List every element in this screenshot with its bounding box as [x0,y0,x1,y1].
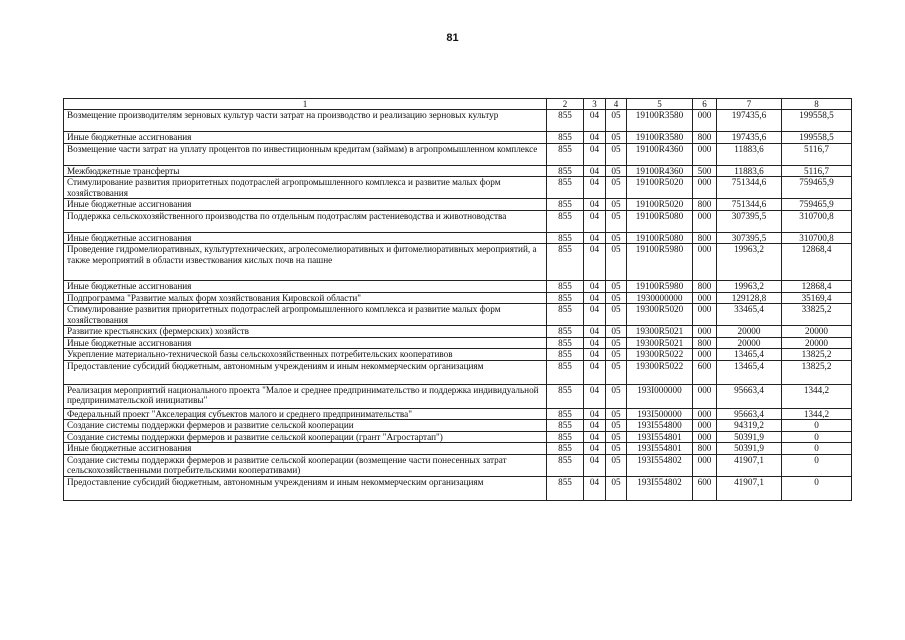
expense-type-cell: 000 [693,244,717,281]
expense-type-cell: 800 [693,199,717,211]
expense-type-cell: 000 [693,326,717,338]
amount-year1-cell: 95663,4 [717,408,782,420]
expense-type-cell: 000 [693,431,717,443]
amount-year1-cell: 19963,2 [717,281,782,293]
table-row [64,244,852,281]
grbs-code-cell: 855 [547,408,584,420]
grbs-code-cell: 855 [547,304,584,326]
amount-year2-cell: 12868,4 [782,244,852,281]
table-row [64,476,852,500]
amount-year2-cell: 759465,9 [782,199,852,211]
table-row [64,165,852,177]
section-code-cell: 04 [584,360,606,384]
grbs-code-cell: 855 [547,443,584,455]
expense-type-cell: 800 [693,132,717,144]
expense-type-cell: 000 [693,454,717,476]
amount-year1-cell: 50391,9 [717,431,782,443]
amount-year1-cell: 41907,1 [717,476,782,500]
grbs-code-cell: 855 [547,132,584,144]
header-cell: 5 [627,99,693,110]
amount-year2-cell: 35169,4 [782,292,852,304]
section-code-cell: 04 [584,292,606,304]
grbs-code-cell: 855 [547,326,584,338]
table-row [64,210,852,232]
amount-year1-cell: 307395,5 [717,232,782,244]
subsection-code-cell: 05 [606,244,627,281]
grbs-code-cell: 855 [547,292,584,304]
expense-type-cell: 000 [693,292,717,304]
section-code-cell: 04 [584,420,606,432]
grbs-code-cell: 855 [547,281,584,293]
table-row [64,304,852,326]
amount-year2-cell: 20000 [782,326,852,338]
row-name-cell: Создание системы поддержки фермеров и развитие сельской кооперации [64,420,547,432]
target-article-cell: 19300R5020 [627,304,693,326]
target-article-cell: 19300R5021 [627,326,693,338]
amount-year2-cell: 199558,5 [782,132,852,144]
amount-year2-cell: 759465,9 [782,177,852,199]
table-row [64,420,852,432]
table-row [64,443,852,455]
section-code-cell: 04 [584,408,606,420]
expense-type-cell: 000 [693,143,717,165]
amount-year1-cell: 307395,5 [717,210,782,232]
row-name-cell: Развитие крестьянских (фермерских) хозяйств [64,326,547,338]
amount-year1-cell: 41907,1 [717,454,782,476]
amount-year2-cell: 0 [782,476,852,500]
grbs-code-cell: 855 [547,232,584,244]
header-cell: 7 [717,99,782,110]
target-article-cell: 19300R5022 [627,360,693,384]
target-article-cell: 193I554800 [627,420,693,432]
grbs-code-cell: 855 [547,143,584,165]
section-code-cell: 04 [584,177,606,199]
target-article-cell: 19100R5020 [627,199,693,211]
grbs-code-cell: 855 [547,384,584,408]
section-code-cell: 04 [584,165,606,177]
table-row [64,326,852,338]
subsection-code-cell: 05 [606,232,627,244]
amount-year1-cell: 19963,2 [717,244,782,281]
row-name-cell: Стимулирование развития приоритетных подотраслей агропромышленного комплекса и развитие малых форм хозяйствования [64,177,547,199]
subsection-code-cell: 05 [606,304,627,326]
row-name-cell: Реализация мероприятий национального проекта "Малое и среднее предпринимательство и поддержка индивидуальной предпринимательской инициативы" [64,384,547,408]
table-row [64,337,852,349]
amount-year1-cell: 33465,4 [717,304,782,326]
amount-year1-cell: 11883,6 [717,143,782,165]
table-row [64,132,852,144]
table-row [64,349,852,361]
grbs-code-cell: 855 [547,431,584,443]
table-row [64,454,852,476]
section-code-cell: 04 [584,454,606,476]
grbs-code-cell: 855 [547,360,584,384]
grbs-code-cell: 855 [547,110,584,132]
subsection-code-cell: 05 [606,408,627,420]
section-code-cell: 04 [584,210,606,232]
subsection-code-cell: 05 [606,210,627,232]
amount-year2-cell: 33825,2 [782,304,852,326]
subsection-code-cell: 05 [606,337,627,349]
expense-type-cell: 600 [693,360,717,384]
section-code-cell: 04 [584,326,606,338]
target-article-cell: 19100R5080 [627,232,693,244]
section-code-cell: 04 [584,431,606,443]
target-article-cell: 19300R5022 [627,349,693,361]
subsection-code-cell: 05 [606,199,627,211]
table-row [64,110,852,132]
expense-type-cell: 000 [693,384,717,408]
subsection-code-cell: 05 [606,143,627,165]
amount-year2-cell: 310700,8 [782,232,852,244]
grbs-code-cell: 855 [547,476,584,500]
target-article-cell: 19100R5980 [627,281,693,293]
subsection-code-cell: 05 [606,165,627,177]
target-article-cell: 193I000000 [627,384,693,408]
subsection-code-cell: 05 [606,292,627,304]
row-name-cell: Проведение гидромелиоративных, культуртехнических, агролесомелиоративных и фитомелиоративных мероприятий, а также мероприятий в области известкования кислых почв на пашне [64,244,547,281]
amount-year1-cell: 11883,6 [717,165,782,177]
target-article-cell: 19100R3580 [627,110,693,132]
row-name-cell: Стимулирование развития приоритетных подотраслей агропромышленного комплекса и развитие малых форм хозяйствования [64,304,547,326]
table-row [64,199,852,211]
subsection-code-cell: 05 [606,384,627,408]
section-code-cell: 04 [584,132,606,144]
header-cell: 6 [693,99,717,110]
expense-type-cell: 800 [693,443,717,455]
amount-year1-cell: 129128,8 [717,292,782,304]
expense-type-cell: 000 [693,304,717,326]
amount-year2-cell: 310700,8 [782,210,852,232]
target-article-cell: 19100R4360 [627,143,693,165]
amount-year1-cell: 13465,4 [717,360,782,384]
expense-type-cell: 000 [693,210,717,232]
subsection-code-cell: 05 [606,360,627,384]
subsection-code-cell: 05 [606,326,627,338]
grbs-code-cell: 855 [547,177,584,199]
grbs-code-cell: 855 [547,349,584,361]
header-cell: 1 [64,99,547,110]
subsection-code-cell: 05 [606,132,627,144]
amount-year1-cell: 197435,6 [717,110,782,132]
amount-year2-cell: 20000 [782,337,852,349]
expense-type-cell: 000 [693,177,717,199]
subsection-code-cell: 05 [606,443,627,455]
row-name-cell: Федеральный проект "Акселерация субъектов малого и среднего предпринимательства" [64,408,547,420]
amount-year1-cell: 13465,4 [717,349,782,361]
target-article-cell: 19100R5080 [627,210,693,232]
target-article-cell: 1930000000 [627,292,693,304]
row-name-cell: Иные бюджетные ассигнования [64,232,547,244]
section-code-cell: 04 [584,443,606,455]
subsection-code-cell: 05 [606,281,627,293]
subsection-code-cell: 05 [606,110,627,132]
header-cell: 3 [584,99,606,110]
row-name-cell: Укрепление материально-технической базы сельскохозяйственных потребительских кооперативов [64,349,547,361]
row-name-cell: Иные бюджетные ассигнования [64,281,547,293]
target-article-cell: 193I554801 [627,443,693,455]
table-row [64,408,852,420]
amount-year1-cell: 20000 [717,326,782,338]
amount-year1-cell: 95663,4 [717,384,782,408]
amount-year2-cell: 1344,2 [782,408,852,420]
table-body [64,110,852,501]
expense-type-cell: 800 [693,232,717,244]
grbs-code-cell: 855 [547,454,584,476]
section-code-cell: 04 [584,244,606,281]
row-name-cell: Предоставление субсидий бюджетным, автономным учреждениям и иным некоммерческим организациям [64,476,547,500]
row-name-cell: Иные бюджетные ассигнования [64,443,547,455]
amount-year1-cell: 751344,6 [717,199,782,211]
amount-year2-cell: 199558,5 [782,110,852,132]
header-cell: 2 [547,99,584,110]
row-name-cell: Создание системы поддержки фермеров и развитие сельской кооперации (грант "Агростартап") [64,431,547,443]
section-code-cell: 04 [584,349,606,361]
header-cell: 4 [606,99,627,110]
section-code-cell: 04 [584,110,606,132]
target-article-cell: 19300R5021 [627,337,693,349]
target-article-cell: 19100R4360 [627,165,693,177]
expense-type-cell: 000 [693,408,717,420]
row-name-cell: Создание системы поддержки фермеров и развитие сельской кооперации (возмещение части понесенных затрат сельскохозяйственными потребительскими кооперативами) [64,454,547,476]
row-name-cell: Иные бюджетные ассигнования [64,132,547,144]
expense-type-cell: 000 [693,110,717,132]
amount-year1-cell: 94319,2 [717,420,782,432]
target-article-cell: 193I500000 [627,408,693,420]
table-row [64,232,852,244]
grbs-code-cell: 855 [547,165,584,177]
row-name-cell: Предоставление субсидий бюджетным, автономным учреждениям и иным некоммерческим организациям [64,360,547,384]
amount-year2-cell: 1344,2 [782,384,852,408]
budget-table [63,98,852,501]
expense-type-cell: 000 [693,349,717,361]
target-article-cell: 193I554801 [627,431,693,443]
amount-year2-cell: 5116,7 [782,165,852,177]
row-name-cell: Межбюджетные трансферты [64,165,547,177]
subsection-code-cell: 05 [606,420,627,432]
target-article-cell: 193I554802 [627,476,693,500]
amount-year2-cell: 0 [782,420,852,432]
subsection-code-cell: 05 [606,454,627,476]
table-row [64,384,852,408]
table-row [64,177,852,199]
subsection-code-cell: 05 [606,177,627,199]
expense-type-cell: 800 [693,281,717,293]
section-code-cell: 04 [584,232,606,244]
target-article-cell: 19100R3580 [627,132,693,144]
amount-year2-cell: 13825,2 [782,360,852,384]
section-code-cell: 04 [584,199,606,211]
table-row [64,431,852,443]
row-name-cell: Возмещение производителям зерновых культур части затрат на производство и реализацию зерновых культур [64,110,547,132]
row-name-cell: Возмещение части затрат на уплату процентов по инвестиционным кредитам (займам) в агропромышленном комплексе [64,143,547,165]
subsection-code-cell: 05 [606,349,627,361]
target-article-cell: 193I554802 [627,454,693,476]
amount-year2-cell: 13825,2 [782,349,852,361]
row-name-cell: Поддержка сельскохозяйственного производства по отдельным подотраслям растениеводства и животноводства [64,210,547,232]
grbs-code-cell: 855 [547,199,584,211]
section-code-cell: 04 [584,337,606,349]
header-cell: 8 [782,99,852,110]
amount-year1-cell: 751344,6 [717,177,782,199]
section-code-cell: 04 [584,476,606,500]
subsection-code-cell: 05 [606,431,627,443]
row-name-cell: Подпрограмма "Развитие малых форм хозяйствования Кировской области" [64,292,547,304]
amount-year2-cell: 0 [782,454,852,476]
section-code-cell: 04 [584,281,606,293]
section-code-cell: 04 [584,304,606,326]
header-row [64,99,852,110]
amount-year1-cell: 20000 [717,337,782,349]
amount-year2-cell: 0 [782,443,852,455]
row-name-cell: Иные бюджетные ассигнования [64,199,547,211]
amount-year2-cell: 12868,4 [782,281,852,293]
amount-year2-cell: 0 [782,431,852,443]
row-name-cell: Иные бюджетные ассигнования [64,337,547,349]
grbs-code-cell: 855 [547,210,584,232]
amount-year2-cell: 5116,7 [782,143,852,165]
expense-type-cell: 800 [693,337,717,349]
grbs-code-cell: 855 [547,337,584,349]
grbs-code-cell: 855 [547,244,584,281]
page-number: 81 [446,32,459,44]
table-row [64,143,852,165]
table-row [64,292,852,304]
table-row [64,281,852,293]
target-article-cell: 19100R5980 [627,244,693,281]
expense-type-cell: 500 [693,165,717,177]
table-row [64,360,852,384]
amount-year1-cell: 50391,9 [717,443,782,455]
target-article-cell: 19100R5020 [627,177,693,199]
expense-type-cell: 600 [693,476,717,500]
amount-year1-cell: 197435,6 [717,132,782,144]
grbs-code-cell: 855 [547,420,584,432]
section-code-cell: 04 [584,384,606,408]
section-code-cell: 04 [584,143,606,165]
subsection-code-cell: 05 [606,476,627,500]
expense-type-cell: 000 [693,420,717,432]
